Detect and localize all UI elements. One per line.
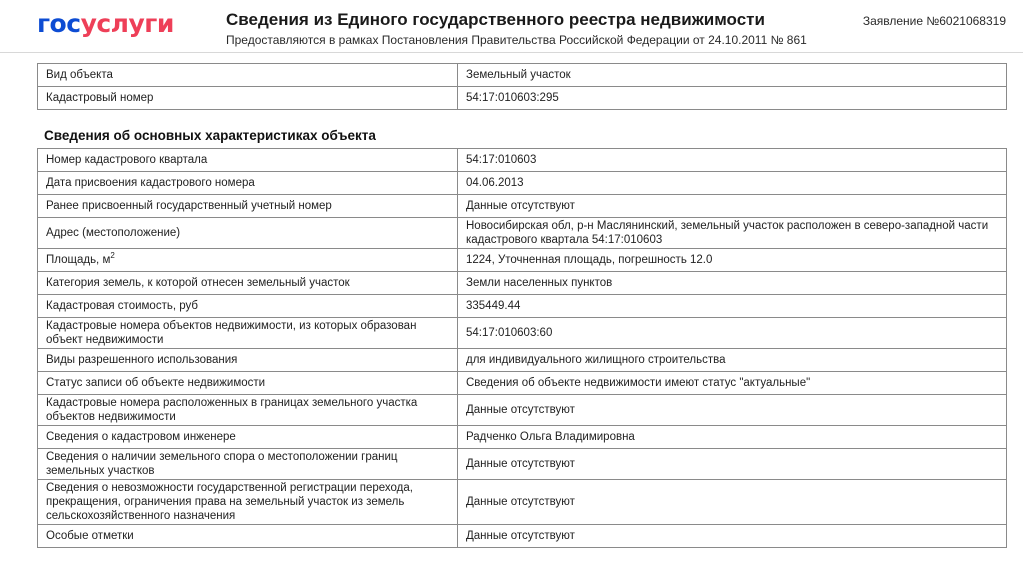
row-label: Кадастровый номер — [38, 87, 458, 110]
logo-part2: услуги — [80, 9, 174, 38]
row-label: Сведения о кадастровом инженере — [38, 426, 458, 449]
table-row — [38, 372, 1007, 395]
row-value: 335449.44 — [458, 295, 1007, 318]
row-value: Радченко Ольга Владимировна — [458, 426, 1007, 449]
document-header — [0, 0, 1023, 52]
logo-part1: гос — [37, 9, 81, 38]
table-row — [38, 218, 1007, 249]
gosuslugi-logo[interactable] — [37, 9, 174, 38]
row-value: 54:17:010603:295 — [458, 87, 1007, 110]
table-row — [38, 449, 1007, 480]
row-label: Сведения о наличии земельного спора о местоположении границ земельных участков — [38, 449, 458, 480]
row-label: Вид объекта — [38, 64, 458, 87]
row-label: Дата присвоения кадастрового номера — [38, 172, 458, 195]
table-row — [38, 318, 1007, 349]
row-value: 54:17:010603:60 — [458, 318, 1007, 349]
row-label: Адрес (местоположение) — [38, 218, 458, 249]
row-label: Виды разрешенного использования — [38, 349, 458, 372]
table-row — [38, 480, 1007, 525]
row-label: Статус записи об объекте недвижимости — [38, 372, 458, 395]
table-row — [38, 349, 1007, 372]
row-value: Земельный участок — [458, 64, 1007, 87]
row-value: Земли населенных пунктов — [458, 272, 1007, 295]
table-row — [38, 172, 1007, 195]
header-divider — [0, 52, 1023, 53]
table-row — [38, 64, 1007, 87]
characteristics-table — [37, 148, 1007, 548]
row-label: Кадастровые номера объектов недвижимости, из которых образован объект недвижимости — [38, 318, 458, 349]
object-table — [37, 63, 1007, 110]
document-subtitle: Предоставляются в рамках Постановления Правительства Российской Федерации от 24.10.2011 № 861 — [226, 33, 807, 47]
table-row — [38, 525, 1007, 548]
table-row — [38, 195, 1007, 218]
application-number: Заявление №6021068319 — [862, 14, 1006, 28]
area-unit-superscript: 2 — [110, 251, 115, 261]
document-title: Сведения из Единого государственного реестра недвижимости — [226, 10, 765, 29]
row-label — [38, 249, 458, 272]
row-label: Особые отметки — [38, 525, 458, 548]
row-value: Данные отсутствуют — [458, 195, 1007, 218]
row-value: для индивидуального жилищного строительства — [458, 349, 1007, 372]
row-value: 54:17:010603 — [458, 149, 1007, 172]
row-value: Данные отсутствуют — [458, 525, 1007, 548]
row-label: Сведения о невозможности государственной регистрации перехода, прекращения, ограничения права на земельный участок из земель сельскохозяйственного назначения — [38, 480, 458, 525]
row-label: Категория земель, к которой отнесен земельный участок — [38, 272, 458, 295]
row-label: Номер кадастрового квартала — [38, 149, 458, 172]
table-row — [38, 395, 1007, 426]
table-row — [38, 149, 1007, 172]
table-row — [38, 295, 1007, 318]
table-row — [38, 87, 1007, 110]
row-label: Кадастровая стоимость, руб — [38, 295, 458, 318]
row-value: Данные отсутствуют — [458, 449, 1007, 480]
table-row — [38, 249, 1007, 272]
row-value: 04.06.2013 — [458, 172, 1007, 195]
table-row — [38, 272, 1007, 295]
row-label: Ранее присвоенный государственный учетный номер — [38, 195, 458, 218]
row-value: Сведения об объекте недвижимости имеют статус "актуальные" — [458, 372, 1007, 395]
row-value: Данные отсутствуют — [458, 480, 1007, 525]
section-title: Сведения об основных характеристиках объекта — [44, 128, 376, 143]
row-value: Новосибирская обл, р-н Маслянинский, земельный участок расположен в северо-западной части кадастрового квартала 54:17:010603 — [458, 218, 1007, 249]
row-value: Данные отсутствуют — [458, 395, 1007, 426]
row-value: 1224, Уточненная площадь, погрешность 12.0 — [458, 249, 1007, 272]
row-label: Кадастровые номера расположенных в границах земельного участка объектов недвижимости — [38, 395, 458, 426]
area-label-text: Площадь, м — [46, 254, 111, 266]
table-row — [38, 426, 1007, 449]
